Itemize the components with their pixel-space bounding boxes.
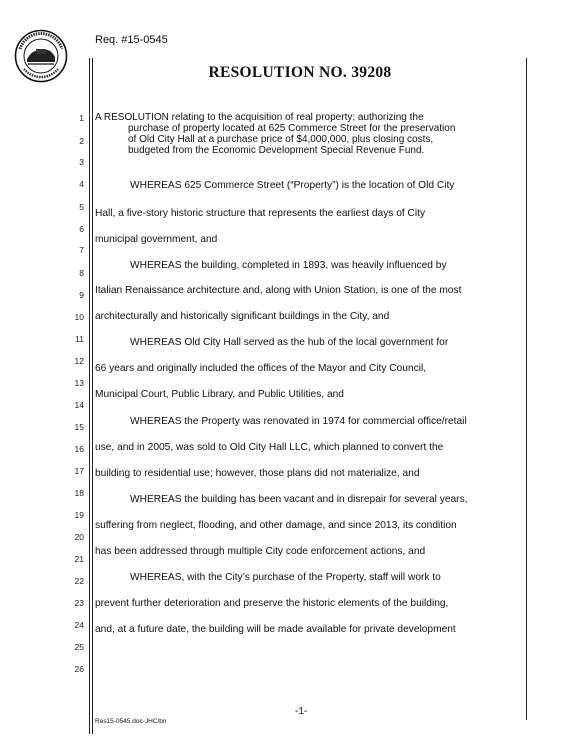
intro-line: purchase of property located at 625 Commerce Street for the preservation <box>128 123 456 134</box>
resolution-title: RESOLUTION NO. 39208 <box>208 64 392 81</box>
line-number: 11 <box>75 334 84 344</box>
file-reference: Res15-0545.doc-JHC/bn <box>95 718 167 725</box>
body-line: WHEREAS the Property was renovated in 1974 for commercial office/retail <box>130 416 467 427</box>
line-number: 15 <box>74 422 84 432</box>
body-line: suffering from neglect, flooding, and other damage, and since 2013, its condition <box>95 520 457 531</box>
request-number: Req. #15-0545 <box>95 34 168 46</box>
line-number: 8 <box>79 268 84 278</box>
line-number: 22 <box>74 576 84 586</box>
body-line: has been addressed through multiple City code enforcement actions, and <box>95 546 426 557</box>
body-line: WHEREAS Old City Hall served as the hub of the local government for <box>130 337 449 348</box>
line-number: 24 <box>74 620 84 630</box>
intro-line: budgeted from the Economic Development Special Revenue Fund. <box>128 145 425 156</box>
body-line: WHEREAS 625 Commerce Street (“Property”) is the location of Old City <box>130 180 455 191</box>
line-number: 12 <box>74 356 84 366</box>
body-line: Italian Renaissance architecture and, along with Union Station, is one of the most <box>95 285 462 296</box>
line-number: 23 <box>74 598 84 608</box>
line-number: 3 <box>79 157 84 167</box>
line-number: 6 <box>79 224 84 234</box>
body-line: prevent further deterioration and preserve the historic elements of the building, <box>95 598 449 609</box>
body-line: WHEREAS, with the City’s purchase of the Property, staff will work to <box>130 572 441 583</box>
line-number: 18 <box>74 488 84 498</box>
line-number: 26 <box>74 664 84 674</box>
page-number: -1- <box>295 706 308 717</box>
line-number: 2 <box>79 136 84 146</box>
line-number: 1 <box>79 113 84 123</box>
right-margin-rule <box>526 58 527 720</box>
line-number: 5 <box>79 202 84 212</box>
body-line: Hall, a five-story historic structure that represents the earliest days of City <box>95 208 426 219</box>
body-line: architecturally and historically significant buildings in the City, and <box>95 311 390 322</box>
line-number: 16 <box>74 444 84 454</box>
body-line: municipal government, and <box>95 234 218 245</box>
body-line: WHEREAS the building has been vacant and in disrepair for several years, <box>130 494 468 505</box>
line-number: 4 <box>79 179 84 189</box>
left-margin-rule-inner <box>92 58 93 734</box>
body-line: and, at a future date, the building will be made available for private development <box>95 624 456 635</box>
line-number: 10 <box>74 312 84 322</box>
body-line: building to residential use; however, those plans did not materialize, and <box>95 468 420 479</box>
body-line: use, and in 2005, was sold to Old City Hall LLC, which planned to convert the <box>95 442 444 453</box>
line-number: 9 <box>79 290 84 300</box>
line-number: 21 <box>74 554 84 564</box>
line-number: 14 <box>74 400 84 410</box>
intro-line: of Old City Hall at a purchase price of $4,000,000, plus closing costs, <box>128 134 434 145</box>
line-number: 25 <box>74 642 84 652</box>
line-number: 19 <box>74 510 84 520</box>
line-number: 20 <box>74 532 84 542</box>
intro-line: A RESOLUTION relating to the acquisition of real property; authorizing the <box>95 112 424 123</box>
body-line: WHEREAS the building, completed in 1893, was heavily influenced by <box>130 260 447 271</box>
city-seal <box>14 29 68 83</box>
left-margin-rule-outer <box>89 58 90 734</box>
body-line: 66 years and originally included the offices of the Mayor and City Council, <box>95 363 427 374</box>
seal-icon <box>14 29 68 83</box>
body-line: Municipal Court, Public Library, and Public Utilities, and <box>95 389 344 400</box>
line-number: 13 <box>74 378 84 388</box>
line-number: 7 <box>79 245 84 255</box>
line-number: 17 <box>74 466 84 476</box>
